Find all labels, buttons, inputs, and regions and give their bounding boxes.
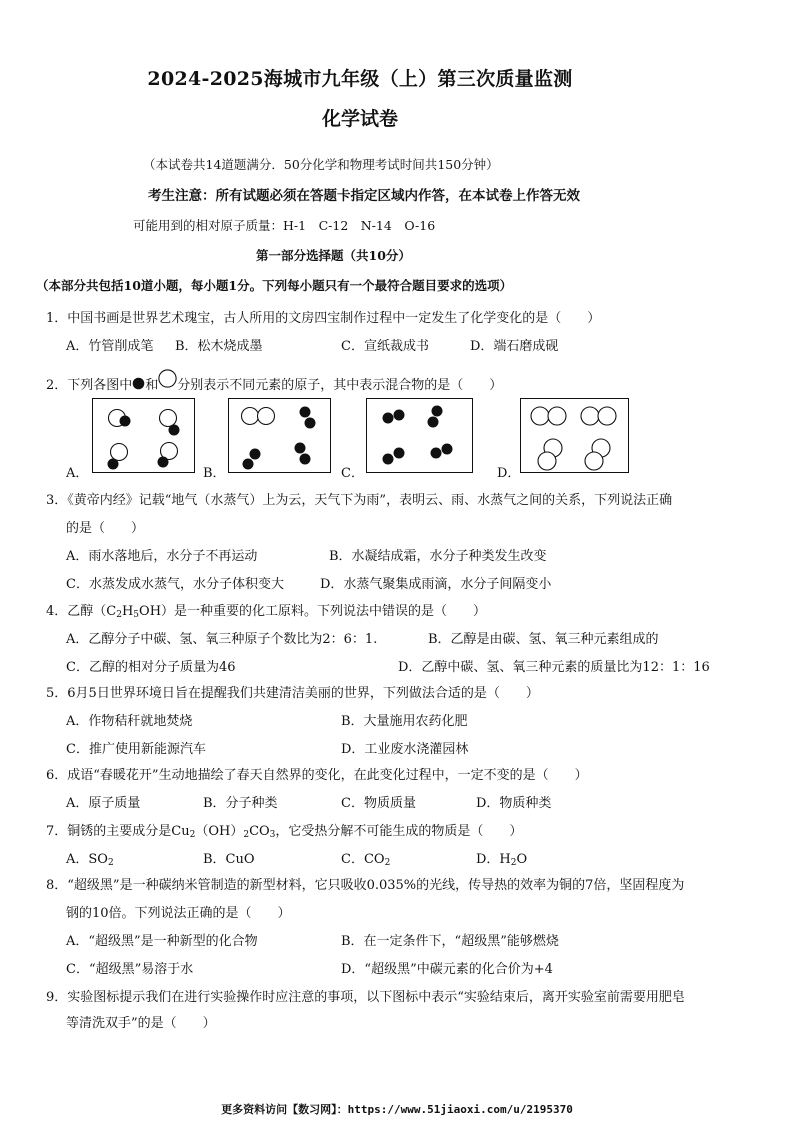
- q8-option-c: C．“超级黑”易溶于水: [66, 962, 194, 977]
- q5-stem: 5．6月5日世界环境日旨在提醒我们共建清洁美丽的世界，下列做法合适的是（ ）: [46, 686, 539, 701]
- q5-option-d: D．工业废水浇灌园林: [341, 742, 469, 757]
- q1-option-c: C．宣纸裁成书: [341, 339, 429, 354]
- q5-option-a: A．作物秸秆就地焚烧: [66, 714, 193, 729]
- q1-option-b: B．松木烧成墨: [175, 339, 263, 354]
- q2-option-c: C．: [341, 466, 364, 481]
- q3-stem-line2: 的是（ ）: [66, 521, 145, 536]
- q8-option-a: A．“超级黑”是一种新型的化合物: [66, 934, 258, 949]
- white-atom-icon: [158, 369, 177, 388]
- q4-option-c: C．乙醇的相对分子质量为46: [66, 660, 236, 675]
- q8-stem-line1: 8．“超级黑”是一种碳纳米管制造的新型材料，它只吸收0.035%的光线，传导热的效率为铜的7倍，坚固程度为: [46, 878, 685, 893]
- q6-stem: 6．成语“春暖花开”生动地描绘了春天自然界的变化，在此变化过程中，一定不变的是（ ）: [46, 768, 588, 783]
- q1-option-d: D．端石磨成砚: [470, 339, 559, 354]
- q3-option-b: B．水凝结成霜，水分子种类发生改变: [329, 549, 547, 564]
- q8-option-b: B．在一定条件下，“超级黑”能够燃烧: [341, 934, 559, 949]
- diagram-a: [92, 398, 195, 473]
- q4-option-b: B．乙醇是由碳、氢、氧三种元素组成的: [428, 632, 659, 647]
- q6-option-b: B．分子种类: [203, 796, 278, 811]
- part1-title: 第一部分选择题（共10分）: [256, 248, 411, 263]
- q3-option-a: A．雨水落地后，水分子不再运动: [66, 549, 258, 564]
- q2-option-a: A．: [66, 466, 89, 481]
- q2-option-d: D．: [497, 466, 521, 481]
- exam-title: 2024-2025海城市九年级（上）第三次质量监测: [147, 68, 573, 90]
- q9-stem-line1: 9．实验图标提示我们在进行实验操作时应注意的事项，以下图标中表示“实验结束后，离开实验室前需要用肥皂: [46, 990, 685, 1005]
- q8-stem-line2: 钢的10倍。下列说法正确的是（ ）: [66, 906, 291, 921]
- q2-stem: 2．下列各图中 和 分别表示不同元素的原子，其中表示混合物的是（ ）: [46, 369, 502, 395]
- q7-option-a: A．$SO_2$: [66, 852, 114, 868]
- q6-option-c: C．物质质量: [341, 796, 416, 811]
- exam-note: （本试卷共14道题满分．50分化学和物理考试时间共150分钟）: [143, 157, 499, 172]
- q7-stem: 7．铜锈的主要成分是$Cu_2(OH)_2CO_3$，它受热分解不可能生成的物质是（ ）: [46, 824, 523, 840]
- diagram-b: [228, 398, 331, 473]
- footer-link[interactable]: 更多资料访问【数习网】：https://www.51jiaoxi.com/u/2195370: [221, 1103, 573, 1116]
- q1-option-a: A．竹管削成笔: [66, 339, 154, 354]
- q1-stem: 1．中国书画是世界艺术瑰宝，古人所用的文房四宝制作过程中一定发生了化学变化的是（ ）: [46, 311, 601, 326]
- q8-option-d: D．“超级黑”中碳元素的化合价为+4: [341, 962, 553, 977]
- diagram-c: [366, 398, 473, 473]
- q7-option-c: C．$CO_2$: [341, 852, 391, 868]
- diagram-d: [520, 398, 629, 473]
- q4-stem: 4．乙醇$(C_2H_5OH)$是一种重要的化工原料。下列说法中错误的是（ ）: [46, 604, 487, 620]
- q3-option-d: D．水蒸气聚集成雨滴，水分子间隔变小: [320, 577, 552, 592]
- q4-option-d: D．乙醇中碳、氢、氧三种元素的质量比为12：1：16: [398, 660, 710, 675]
- black-atom-icon: [132, 377, 145, 390]
- q5-option-b: B．大量施用农药化肥: [341, 714, 468, 729]
- q5-option-c: C．推广使用新能源汽车: [66, 742, 206, 757]
- q3-stem-line1: 3．《黄帝内经》记载“地气（水蒸气）上为云，天气下为雨”，表明云、雨、水蒸气之间的关系，下列说法正确: [46, 493, 673, 508]
- q6-option-d: D．物质种类: [476, 796, 552, 811]
- q7-option-b: B．CuO: [203, 852, 255, 867]
- exam-notice: 考生注意：所有试题必须在答题卡指定区域内作答，在本试卷上作答无效: [148, 188, 580, 204]
- exam-subtitle: 化学试卷: [321, 108, 398, 130]
- q9-stem-line2: 等清洗双手”的是（ ）: [66, 1016, 216, 1031]
- q2-option-b: B．: [203, 466, 226, 481]
- q6-option-a: A．原子质量: [66, 796, 141, 811]
- q3-option-c: C．水蒸发成水蒸气，水分子体积变大: [66, 577, 284, 592]
- q4-option-a: A．乙醇分子中碳、氢、氧三种原子个数比为2：6：1.: [66, 632, 378, 647]
- atomic-masses: 可能用到的相对原子质量：H-1 C-12 N-14 O-16: [133, 218, 436, 233]
- part1-instruction: （本部分共包括10道小题，每小题1分。下列每小题只有一个最符合题目要求的选项）: [36, 278, 513, 293]
- q7-option-d: D．$H_2O$: [476, 852, 528, 868]
